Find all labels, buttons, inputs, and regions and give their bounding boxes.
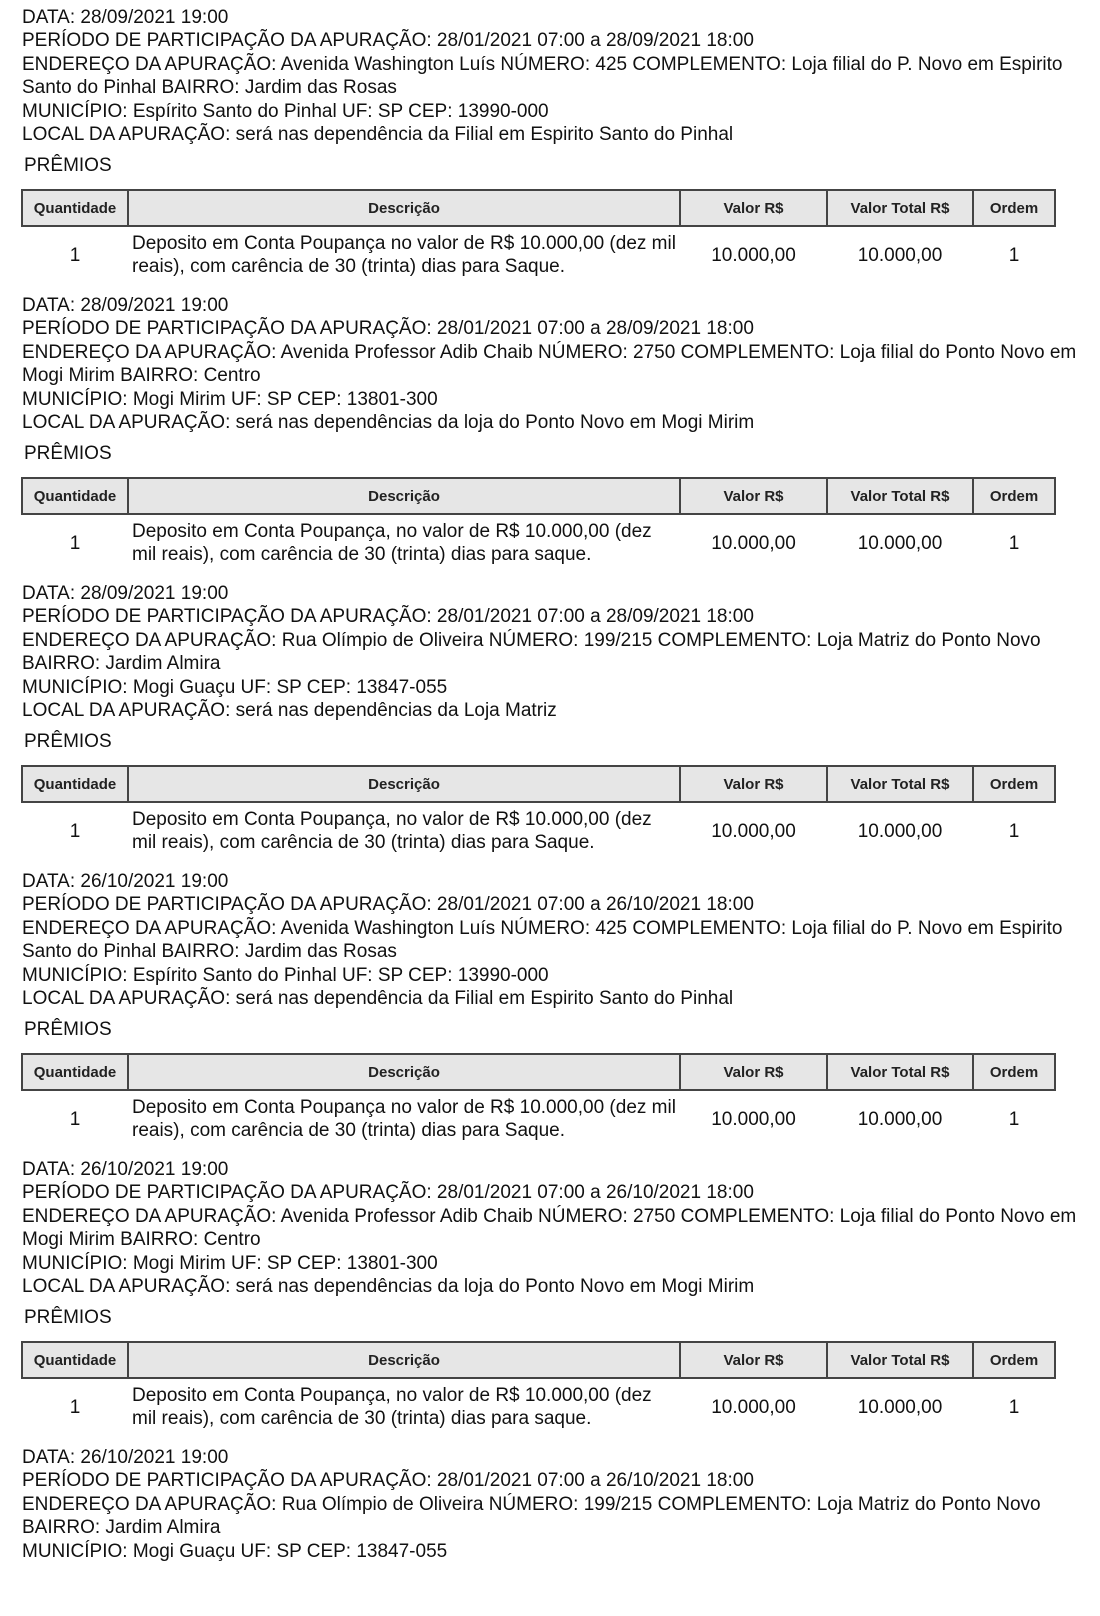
- endereco-line: ENDEREÇO DA APURAÇÃO: Rua Olímpio de Oliveira NÚMERO: 199/215 COMPLEMENTO: Loja Matriz do Ponto Novo BAIRRO: Jardim Almira: [22, 629, 1041, 675]
- header-valor: Valor R$: [680, 478, 827, 514]
- header-valor: Valor R$: [680, 1054, 827, 1090]
- endereco-line: ENDEREÇO DA APURAÇÃO: Avenida Washington Luís NÚMERO: 425 COMPLEMENTO: Loja filial do P. Novo em Espirito Santo do Pinhal BAIRRO: Jardim das Rosas: [22, 53, 1063, 99]
- table-header-row: [22, 478, 1055, 514]
- apuracao-block-final: [0, 1440, 1100, 1616]
- apuracao-block: [0, 864, 1100, 1160]
- data-line: DATA: 28/09/2021 19:00: [22, 7, 229, 28]
- cell-ordem: 1: [1008, 532, 1020, 554]
- prizes-table: [21, 189, 1056, 283]
- data-line: DATA: 28/09/2021 19:00: [22, 295, 229, 316]
- header-quantidade: Quantidade: [22, 766, 128, 802]
- premios-label: PRÊMIOS: [24, 155, 112, 176]
- local-line: LOCAL DA APURAÇÃO: será nas dependências da loja do Ponto Novo em Mogi Mirim: [22, 412, 755, 434]
- municipio-line: MUNICÍPIO: Mogi Guaçu UF: SP CEP: 13847-055: [22, 1540, 448, 1562]
- cell-valor: 10.000,00: [711, 1396, 796, 1418]
- municipio-line: MUNICÍPIO: Mogi Guaçu UF: SP CEP: 13847-055: [22, 676, 448, 698]
- header-ordem: Ordem: [973, 478, 1055, 514]
- header-descricao: Descrição: [128, 478, 680, 514]
- cell-descricao: Deposito em Conta Poupança no valor de R$ 10.000,00 (dez mil reais), com carência de 30 (trinta) dias para Saque.: [132, 1097, 676, 1141]
- header-valor-total: Valor Total R$: [827, 1342, 973, 1378]
- periodo-line: PERÍODO DE PARTICIPAÇÃO DA APURAÇÃO: 28/01/2021 07:00 a 26/10/2021 18:00: [22, 1182, 754, 1204]
- data-line: DATA: 28/09/2021 19:00: [22, 583, 229, 604]
- cell-quantidade: 1: [69, 820, 81, 842]
- header-descricao: Descrição: [128, 1054, 680, 1090]
- apuracao-block: [0, 288, 1100, 584]
- header-quantidade: Quantidade: [22, 190, 128, 226]
- cell-ordem: 1: [1008, 1108, 1020, 1130]
- header-quantidade: Quantidade: [22, 478, 128, 514]
- header-ordem: Ordem: [973, 1342, 1055, 1378]
- cell-quantidade: 1: [69, 532, 81, 554]
- cell-ordem: 1: [1008, 820, 1020, 842]
- header-ordem: Ordem: [973, 1054, 1055, 1090]
- local-line: LOCAL DA APURAÇÃO: será nas dependências da loja do Ponto Novo em Mogi Mirim: [22, 1276, 755, 1298]
- cell-quantidade: 1: [69, 1396, 81, 1418]
- apuracao-info: [22, 1446, 1082, 1563]
- table-header-row: [22, 766, 1055, 802]
- apuracao-info: [22, 582, 1082, 722]
- cell-valor: 10.000,00: [711, 1108, 796, 1130]
- prizes-table: [21, 1053, 1056, 1147]
- header-quantidade: Quantidade: [22, 1054, 128, 1090]
- prizes-table: [21, 1341, 1056, 1435]
- table-row: [22, 226, 1055, 283]
- cell-descricao: Deposito em Conta Poupança, no valor de R$ 10.000,00 (dez mil reais), com carência de 30 (trinta) dias para saque.: [132, 1385, 652, 1429]
- premios-label: PRÊMIOS: [24, 1019, 112, 1040]
- premios-label: PRÊMIOS: [24, 443, 112, 464]
- header-valor-total: Valor Total R$: [827, 190, 973, 226]
- cell-descricao: Deposito em Conta Poupança no valor de R$ 10.000,00 (dez mil reais), com carência de 30 (trinta) dias para Saque.: [132, 233, 676, 277]
- data-line: DATA: 26/10/2021 19:00: [22, 1447, 229, 1468]
- data-line: DATA: 26/10/2021 19:00: [22, 1159, 229, 1180]
- header-valor: Valor R$: [680, 766, 827, 802]
- prizes-table: [21, 477, 1056, 571]
- table-header-row: [22, 190, 1055, 226]
- cell-descricao: Deposito em Conta Poupança, no valor de R$ 10.000,00 (dez mil reais), com carência de 30 (trinta) dias para Saque.: [132, 809, 652, 853]
- apuracao-info: [22, 870, 1082, 1010]
- header-valor: Valor R$: [680, 1342, 827, 1378]
- header-valor-total: Valor Total R$: [827, 766, 973, 802]
- cell-valor: 10.000,00: [711, 244, 796, 266]
- header-valor-total: Valor Total R$: [827, 478, 973, 514]
- cell-valor-total: 10.000,00: [857, 1108, 943, 1130]
- apuracao-block: [0, 576, 1100, 872]
- header-ordem: Ordem: [973, 766, 1055, 802]
- local-line: LOCAL DA APURAÇÃO: será nas dependências da Loja Matriz: [22, 700, 557, 722]
- table-header-row: [22, 1342, 1055, 1378]
- cell-ordem: 1: [1008, 244, 1020, 266]
- table-row: [22, 514, 1055, 571]
- endereco-line: ENDEREÇO DA APURAÇÃO: Avenida Professor Adib Chaib NÚMERO: 2750 COMPLEMENTO: Loja filial do Ponto Novo em Mogi Mirim BAIRRO: Centro: [22, 1205, 1077, 1251]
- cell-quantidade: 1: [69, 244, 81, 266]
- header-ordem: Ordem: [973, 190, 1055, 226]
- cell-quantidade: 1: [69, 1108, 81, 1130]
- cell-valor-total: 10.000,00: [857, 244, 943, 266]
- apuracao-info: [22, 1158, 1082, 1298]
- data-line: DATA: 26/10/2021 19:00: [22, 871, 229, 892]
- table-header-row: [22, 1054, 1055, 1090]
- cell-valor-total: 10.000,00: [857, 1396, 943, 1418]
- local-line: LOCAL DA APURAÇÃO: será nas dependência da Filial em Espirito Santo do Pinhal: [22, 124, 734, 146]
- periodo-line: PERÍODO DE PARTICIPAÇÃO DA APURAÇÃO: 28/01/2021 07:00 a 26/10/2021 18:00: [22, 1470, 754, 1492]
- premios-label: PRÊMIOS: [24, 1307, 112, 1328]
- cell-ordem: 1: [1008, 1396, 1020, 1418]
- endereco-line: ENDEREÇO DA APURAÇÃO: Rua Olímpio de Oliveira NÚMERO: 199/215 COMPLEMENTO: Loja Matriz do Ponto Novo BAIRRO: Jardim Almira: [22, 1493, 1041, 1539]
- table-row: [22, 1378, 1055, 1435]
- cell-valor: 10.000,00: [711, 532, 796, 554]
- table-row: [22, 802, 1055, 859]
- table-row: [22, 1090, 1055, 1147]
- premios-label: PRÊMIOS: [24, 731, 112, 752]
- apuracao-block: [0, 0, 1100, 296]
- header-descricao: Descrição: [128, 190, 680, 226]
- header-quantidade: Quantidade: [22, 1342, 128, 1378]
- cell-descricao: Deposito em Conta Poupança, no valor de R$ 10.000,00 (dez mil reais), com carência de 30 (trinta) dias para saque.: [132, 521, 652, 565]
- apuracao-block: [0, 1152, 1100, 1448]
- periodo-line: PERÍODO DE PARTICIPAÇÃO DA APURAÇÃO: 28/01/2021 07:00 a 28/09/2021 18:00: [22, 30, 754, 52]
- endereco-line: ENDEREÇO DA APURAÇÃO: Avenida Washington Luís NÚMERO: 425 COMPLEMENTO: Loja filial do P. Novo em Espirito Santo do Pinhal BAIRRO: Jardim das Rosas: [22, 917, 1063, 963]
- apuracao-info: [22, 6, 1082, 146]
- header-valor: Valor R$: [680, 190, 827, 226]
- local-line: LOCAL DA APURAÇÃO: será nas dependência da Filial em Espirito Santo do Pinhal: [22, 988, 734, 1010]
- prizes-table: [21, 765, 1056, 859]
- municipio-line: MUNICÍPIO: Mogi Mirim UF: SP CEP: 13801-300: [22, 1252, 438, 1274]
- apuracao-info: [22, 294, 1082, 434]
- periodo-line: PERÍODO DE PARTICIPAÇÃO DA APURAÇÃO: 28/01/2021 07:00 a 26/10/2021 18:00: [22, 894, 754, 916]
- municipio-line: MUNICÍPIO: Espírito Santo do Pinhal UF: SP CEP: 13990-000: [22, 964, 549, 986]
- municipio-line: MUNICÍPIO: Espírito Santo do Pinhal UF: SP CEP: 13990-000: [22, 100, 549, 122]
- cell-valor-total: 10.000,00: [857, 532, 943, 554]
- cell-valor: 10.000,00: [711, 820, 796, 842]
- municipio-line: MUNICÍPIO: Mogi Mirim UF: SP CEP: 13801-300: [22, 388, 438, 410]
- header-valor-total: Valor Total R$: [827, 1054, 973, 1090]
- periodo-line: PERÍODO DE PARTICIPAÇÃO DA APURAÇÃO: 28/01/2021 07:00 a 28/09/2021 18:00: [22, 318, 754, 340]
- header-descricao: Descrição: [128, 766, 680, 802]
- periodo-line: PERÍODO DE PARTICIPAÇÃO DA APURAÇÃO: 28/01/2021 07:00 a 28/09/2021 18:00: [22, 606, 754, 628]
- cell-valor-total: 10.000,00: [857, 820, 943, 842]
- header-descricao: Descrição: [128, 1342, 680, 1378]
- endereco-line: ENDEREÇO DA APURAÇÃO: Avenida Professor Adib Chaib NÚMERO: 2750 COMPLEMENTO: Loja filial do Ponto Novo em Mogi Mirim BAIRRO: Centro: [22, 341, 1077, 387]
